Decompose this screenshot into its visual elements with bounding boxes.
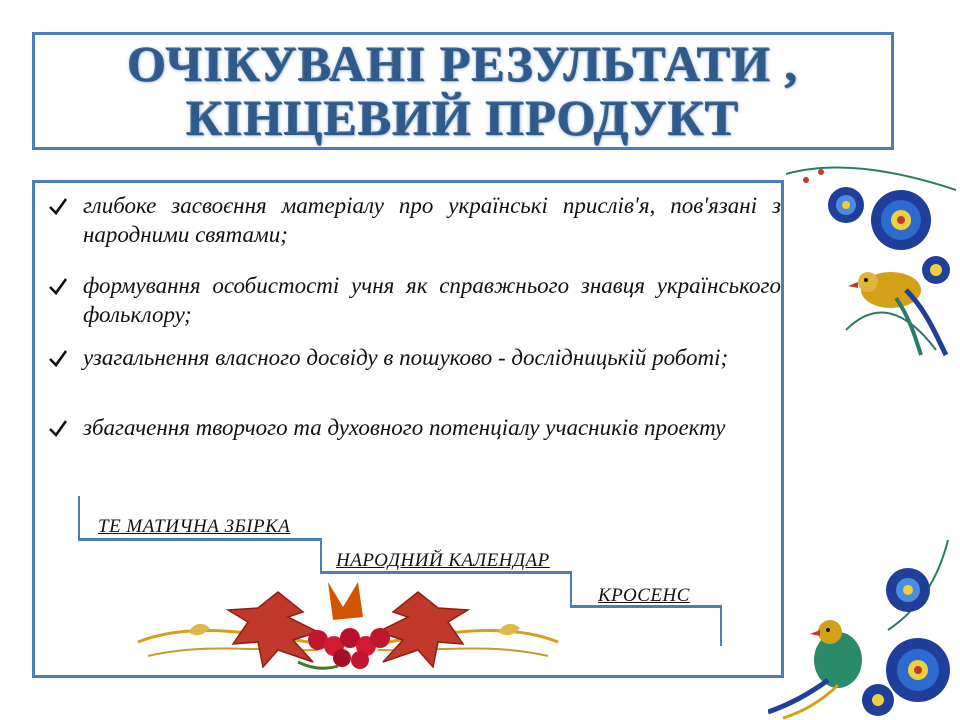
list-item <box>47 271 781 333</box>
page-title-line-1: ОЧІКУВАНІ РЕЗУЛЬТАТИ , <box>127 36 799 92</box>
product-thematic-collection: ТЕ МАТИЧНА ЗБІРКА <box>98 516 291 537</box>
product-folk-calendar: НАРОДНИЙ КАЛЕНДАР <box>336 550 550 571</box>
product-krosens: КРОСЕНС <box>598 585 690 606</box>
check-icon <box>47 275 69 297</box>
floral-ornament <box>786 160 956 360</box>
list-item-text: глибоке засвоєння матеріалу про українські прислів'я, пов'язані з народними святами; <box>83 193 781 247</box>
check-icon <box>47 417 69 439</box>
floral-ornament <box>768 540 958 720</box>
step-divider <box>570 572 572 608</box>
title-box <box>32 32 894 150</box>
check-icon <box>47 195 69 217</box>
list-item <box>47 343 781 405</box>
list-item <box>47 191 781 253</box>
page-title-line-2: КІНЦЕВИЙ ПРОДУКТ <box>186 90 740 146</box>
bird-ornament <box>768 620 862 718</box>
step-divider <box>320 540 322 574</box>
step-divider <box>78 496 80 540</box>
list-item <box>47 413 781 475</box>
list-item-text: збагачення творчого та духовного потенціалу учасників проекту <box>83 415 726 440</box>
check-icon <box>47 347 69 369</box>
list-item-text: формування особистості учня як справжнього знавця українського фольклору; <box>83 273 781 327</box>
step-divider <box>720 606 722 646</box>
rowan-leaves-ornament <box>128 572 568 680</box>
step-divider <box>78 538 322 541</box>
list-item-text: узагальнення власного досвіду в пошуково - дослідницькій роботі; <box>83 345 729 370</box>
